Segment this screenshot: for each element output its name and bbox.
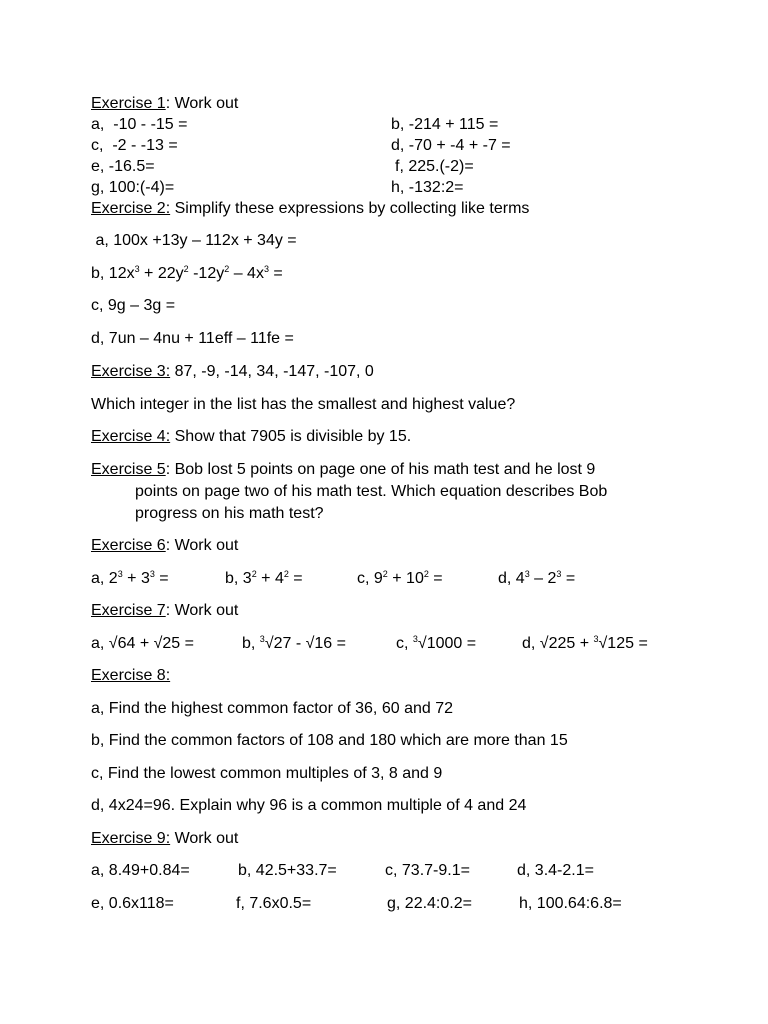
- expr-part: -12y: [188, 265, 225, 282]
- exercise-2-item-d: d, 7un – 4nu + 11eff – 11fe =: [91, 330, 294, 347]
- expr-part: c,: [396, 635, 413, 652]
- exercise-1-instruction: : Work out: [165, 95, 239, 112]
- exercise-5-heading: [91, 460, 595, 480]
- exercise-7-title: Exercise 7: [91, 602, 166, 619]
- exponent: 3: [263, 264, 269, 274]
- exponent: 3: [556, 569, 562, 579]
- exercise-6-instruction: : Work out: [165, 537, 239, 554]
- exercise-5-line1: : Bob lost 5 points on page one of his math test and he lost 9: [165, 461, 596, 478]
- exercise-6-item-b: [225, 569, 303, 589]
- exponent: 2: [251, 569, 257, 579]
- expr-part: d, √225 +: [522, 635, 594, 652]
- exercise-1-item-b: b, -214 + 115 =: [391, 116, 499, 133]
- expr-part: b,: [242, 635, 260, 652]
- exercise-5-line3: progress on his math test?: [135, 505, 324, 522]
- exercise-5-line2: points on page two of his math test. Which equation describes Bob: [135, 483, 608, 500]
- expr-part: – 4x: [229, 265, 264, 282]
- expr-part: a, 2: [91, 570, 118, 587]
- exercise-2-title: Exercise 2:: [91, 200, 171, 217]
- exercise-3-heading: [91, 362, 374, 382]
- exercise-7-item-b: [242, 634, 346, 654]
- exercise-2-item-b: [91, 264, 283, 284]
- exercise-4-text: Show that 7905 is divisible by 15.: [170, 428, 412, 445]
- exponent: 2: [283, 569, 289, 579]
- root-index: 3: [593, 634, 599, 644]
- exercise-2-heading: [91, 199, 529, 219]
- exercise-4-heading: [91, 427, 411, 447]
- exercise-1-item-h: h, -132:2=: [391, 179, 464, 196]
- expr-part: b, 3: [225, 570, 252, 587]
- exercise-9-item-c: c, 73.7-9.1=: [385, 862, 470, 879]
- exercise-8-item-b: b, Find the common factors of 108 and 180 which are more than 15: [91, 732, 568, 749]
- exercise-1-heading: [91, 94, 238, 114]
- exercise-1-item-a: a, -10 - -15 =: [91, 116, 188, 133]
- exercise-8-title: Exercise 8:: [91, 667, 171, 684]
- exercise-1-item-e: e, -16.5=: [91, 158, 155, 175]
- exercise-7-item-c: [396, 634, 476, 654]
- exercise-7-instruction: : Work out: [165, 602, 239, 619]
- exercise-9-item-a: a, 8.49+0.84=: [91, 862, 190, 879]
- exercise-1-title: Exercise 1: [91, 95, 166, 112]
- exercise-6-item-d: [498, 569, 575, 589]
- exercise-3-title: Exercise 3:: [91, 363, 171, 380]
- exercise-3-question: Which integer in the list has the smallest and highest value?: [91, 396, 516, 413]
- exercise-9-title: Exercise 9:: [91, 830, 171, 847]
- exercise-1-item-g: g, 100:(-4)=: [91, 179, 175, 196]
- expr-part: b, 12x: [91, 265, 135, 282]
- exercise-6-heading: [91, 536, 238, 556]
- exercise-8-heading: [91, 666, 170, 686]
- exponent: 2: [183, 264, 189, 274]
- exercise-7-item-a: a, √64 + √25 =: [91, 635, 194, 652]
- exercise-1-item-f: f, 225.(-2)=: [395, 158, 474, 175]
- exponent: 2: [382, 569, 388, 579]
- exercise-2-item-a: a, 100x +13y – 112x + 34y =: [91, 232, 297, 249]
- exercise-8-item-c: c, Find the lowest common multiples of 3, 8 and 9: [91, 765, 443, 782]
- expr-part: √1000 =: [417, 635, 477, 652]
- exercise-9-instruction: Work out: [170, 830, 239, 847]
- exercise-2-instruction: Simplify these expressions by collecting like terms: [170, 200, 530, 217]
- exercise-6-item-a: [91, 569, 169, 589]
- exercise-9-item-f: f, 7.6x0.5=: [236, 895, 312, 912]
- exponent: 2: [224, 264, 230, 274]
- expr-part: =: [154, 570, 169, 587]
- exercise-9-item-g: g, 22.4:0.2=: [387, 895, 472, 912]
- exercise-9-item-d: d, 3.4-2.1=: [517, 862, 594, 879]
- exponent: 3: [134, 264, 140, 274]
- expr-part: + 3: [122, 570, 150, 587]
- exercise-6-item-c: [357, 569, 443, 589]
- exercise-8-item-a: a, Find the highest common factor of 36, 60 and 72: [91, 700, 453, 717]
- exponent: 3: [149, 569, 155, 579]
- expr-part: d, 4: [498, 570, 525, 587]
- exercise-9-item-e: e, 0.6x118=: [91, 895, 174, 912]
- expr-part: =: [268, 265, 283, 282]
- expr-part: =: [288, 570, 303, 587]
- exponent: 2: [423, 569, 429, 579]
- root-index: 3: [259, 634, 265, 644]
- exercise-2-item-c: c, 9g – 3g =: [91, 297, 176, 314]
- exercise-1-item-c: c, -2 - -13 =: [91, 137, 178, 154]
- exponent: 3: [524, 569, 530, 579]
- expr-part: =: [561, 570, 576, 587]
- root-index: 3: [412, 634, 418, 644]
- exercise-9-item-b: b, 42.5+33.7=: [238, 862, 337, 879]
- exercise-5-title: Exercise 5: [91, 461, 166, 478]
- expr-part: √125 =: [598, 635, 648, 652]
- expr-part: – 2: [529, 570, 557, 587]
- expr-part: c, 9: [357, 570, 383, 587]
- exercise-7-heading: [91, 601, 238, 621]
- expr-part: =: [428, 570, 443, 587]
- exercise-9-heading: [91, 829, 238, 849]
- exercise-7-item-d: [522, 634, 648, 654]
- exponent: 3: [117, 569, 123, 579]
- exercise-9-item-h: h, 100.64:6.8=: [519, 895, 622, 912]
- expr-part: + 4: [256, 570, 284, 587]
- exercise-3-list: 87, -9, -14, 34, -147, -107, 0: [170, 363, 374, 380]
- exercise-6-title: Exercise 6: [91, 537, 166, 554]
- exercise-4-title: Exercise 4:: [91, 428, 171, 445]
- expr-part: + 10: [387, 570, 424, 587]
- exercise-8-item-d: d, 4x24=96. Explain why 96 is a common multiple of 4 and 24: [91, 797, 527, 814]
- expr-part: + 22y: [139, 265, 184, 282]
- expr-part: √27 - √16 =: [264, 635, 346, 652]
- exercise-1-item-d: d, -70 + -4 + -7 =: [391, 137, 511, 154]
